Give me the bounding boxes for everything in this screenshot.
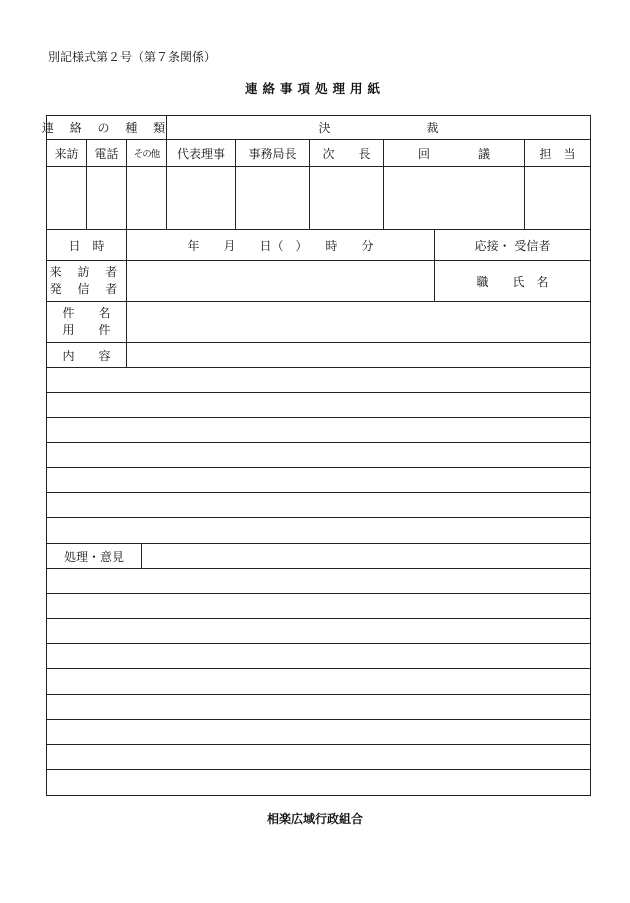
datetime-field[interactable]: 年 月 日（ ） 時 分 — [187, 238, 374, 253]
other-column: その他 — [133, 149, 160, 160]
secretary-general-column: 事務局長 — [248, 146, 297, 161]
contact-type-header: 連 絡 の 種 類 — [41, 121, 172, 135]
handling-field[interactable] — [142, 544, 590, 568]
phone-column: 電話 — [94, 146, 119, 161]
representative-stamp-box[interactable] — [167, 167, 235, 229]
datetime-label: 日 時 — [68, 238, 105, 253]
other-stamp-box[interactable] — [127, 167, 166, 229]
content-label: 内 容 — [62, 348, 111, 363]
organization-name: 相楽広域行政組合 — [266, 812, 363, 826]
caller-label — [47, 261, 126, 301]
form-reference: 別記様式第２号（第７条関係） — [48, 50, 217, 64]
circulation-column: 回 議 — [417, 146, 490, 161]
phone-stamp-box[interactable] — [87, 167, 126, 229]
position-name-label: 職 氏 名 — [476, 274, 549, 289]
deputy-column: 次 長 — [322, 146, 371, 161]
representative-column: 代表理事 — [176, 146, 225, 161]
circulation-stamp-box[interactable] — [384, 167, 524, 229]
responder-label: 応接・ 受信者 — [474, 238, 551, 253]
handling-label: 処理・意見 — [63, 549, 124, 564]
subject-label — [47, 302, 126, 342]
subject-label-title: 件 名 — [62, 306, 111, 320]
form-title: 連絡事項処理用紙 — [244, 81, 385, 96]
in-charge-stamp-box[interactable] — [525, 167, 590, 229]
form-table — [41, 115, 591, 796]
subject-label-business: 用 件 — [62, 323, 111, 337]
caller-label-sender: 発 信 者 — [49, 282, 124, 296]
visit-column: 来訪 — [54, 146, 79, 161]
deputy-stamp-box[interactable] — [310, 167, 383, 229]
caller-label-visitor: 来 訪 者 — [49, 265, 124, 279]
visit-stamp-box[interactable] — [47, 167, 86, 229]
content-field[interactable] — [127, 343, 590, 367]
secretary-general-stamp-box[interactable] — [236, 167, 309, 229]
approval-header: 決 裁 — [318, 121, 439, 135]
in-charge-column: 担 当 — [539, 146, 576, 161]
subject-field[interactable] — [127, 302, 590, 342]
caller-field[interactable] — [127, 261, 434, 301]
